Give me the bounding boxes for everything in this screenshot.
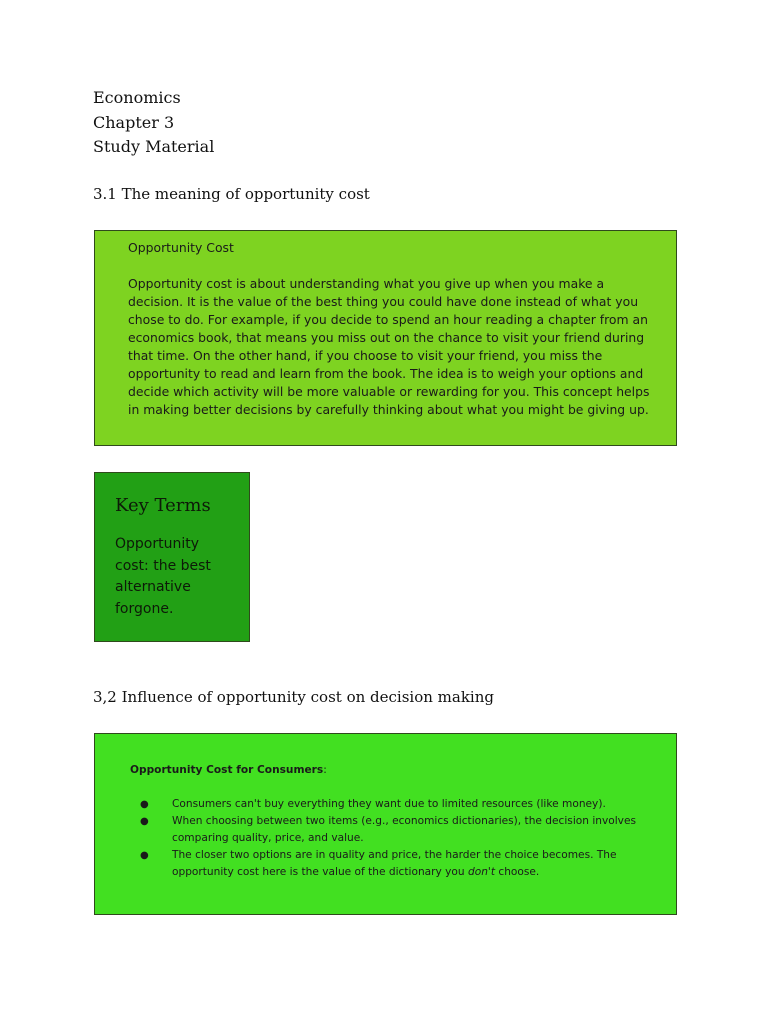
opportunity-cost-box-body: Opportunity cost is about understanding what you give up when you make a decision. It is the value of the best thing you could have done instead of what you chose to do. For example, if you decide to spend an hour reading a chapter from an economics book, that means you miss out on the chance to visit your friend during that time. On the other hand, if you choose to visit your friend, you miss the opportunity to read and learn from the book. The idea is to weigh your options and decide which activity will be more valuable or rewarding for you. This concept helps in making better decisions by carefully thinking about what you might be giving up. xyxy=(128,276,650,417)
material-title: Study Material xyxy=(93,137,215,156)
consumers-box-title-colon: : xyxy=(323,764,327,776)
document-header xyxy=(93,86,214,160)
consumers-box-title-text: Opportunity Cost for Consumers xyxy=(130,764,324,776)
key-terms-definition: Opportunity cost: the best alternative forgone. xyxy=(115,536,211,617)
chapter-title: Chapter 3 xyxy=(93,112,175,132)
consumers-box xyxy=(94,733,677,915)
opportunity-cost-box-title: Opportunity Cost xyxy=(128,240,234,255)
bullet-icon: ● xyxy=(140,850,149,861)
key-terms-box xyxy=(94,472,250,642)
key-terms-title: Key Terms xyxy=(115,495,211,516)
opportunity-cost-box xyxy=(94,230,677,446)
consumers-bullet-list xyxy=(130,796,656,881)
bullet-icon: ● xyxy=(140,799,149,810)
subject-title: Economics xyxy=(93,88,181,107)
section-heading-3-1: 3.1 The meaning of opportunity cost xyxy=(93,185,370,203)
list-item xyxy=(130,813,656,847)
list-item-text: When choosing between two items (e.g., economics dictionaries), the decision involves comparing quality, price, and value. xyxy=(172,815,636,844)
list-item-text-after: choose. xyxy=(495,866,540,878)
list-item xyxy=(130,796,656,813)
bullet-icon: ● xyxy=(140,816,149,827)
section-heading-3-2: 3,2 Influence of opportunity cost on decision making xyxy=(93,688,494,706)
consumers-box-title xyxy=(130,764,656,776)
list-item xyxy=(130,847,656,881)
list-item-emphasis: don't xyxy=(468,866,495,878)
list-item-text-before: The closer two options are in quality and price, the harder the choice becomes. The opportunity cost here is the value of the dictionary you xyxy=(172,849,617,878)
list-item-text: Consumers can't buy everything they want due to limited resources (like money). xyxy=(172,798,606,810)
